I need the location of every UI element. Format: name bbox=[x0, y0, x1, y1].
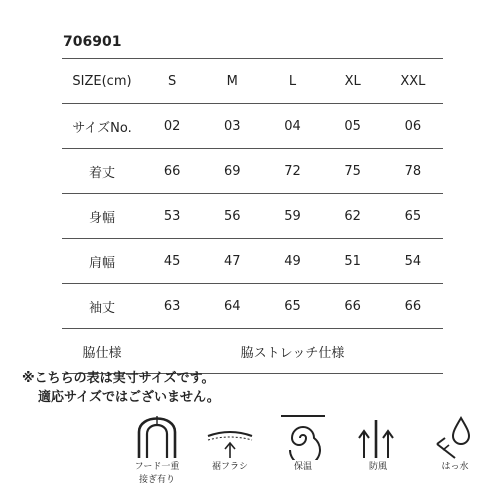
row-label-shoulder: 肩幅 bbox=[88, 255, 115, 271]
table-header-label: SIZE(cm) bbox=[72, 73, 132, 89]
table-cell: 49 bbox=[284, 253, 301, 269]
table-cell: 04 bbox=[284, 118, 301, 134]
row-label-length: 着丈 bbox=[88, 165, 115, 181]
table-cell: 66 bbox=[404, 298, 422, 314]
table-cell: 54 bbox=[404, 253, 422, 269]
table-cell: 03 bbox=[224, 118, 241, 134]
table-row bbox=[62, 194, 443, 239]
feature-hood bbox=[117, 410, 197, 486]
row-label-size-no: サイズNo. bbox=[72, 120, 132, 136]
water-repellent-label: はっ水 bbox=[441, 462, 469, 472]
brushed-hem-icon bbox=[200, 410, 260, 460]
feature-windproof bbox=[338, 410, 418, 473]
table-cell: 62 bbox=[344, 208, 361, 224]
row-label-width: 身幅 bbox=[88, 210, 115, 226]
table-cell: 59 bbox=[284, 208, 301, 224]
table-cell: 51 bbox=[344, 253, 361, 269]
hood-icon bbox=[127, 410, 187, 460]
table-cell: 69 bbox=[224, 163, 241, 179]
table-cell: 63 bbox=[163, 298, 181, 314]
table-header-row bbox=[62, 59, 443, 104]
note-not-fit-size: 適応サイズではございません。 bbox=[38, 390, 220, 405]
table-cell: 56 bbox=[224, 208, 241, 224]
note-actual-size: ※こちらの表は実寸サイズです。 bbox=[22, 371, 215, 386]
table-cell: 02 bbox=[163, 118, 181, 134]
table-cell: 66 bbox=[344, 298, 361, 314]
size-header-xxl: XXL bbox=[400, 73, 426, 89]
feature-brushed-hem bbox=[190, 410, 270, 473]
table-cell: 72 bbox=[284, 163, 301, 179]
windproof-icon bbox=[348, 410, 408, 460]
table-cell: 53 bbox=[163, 208, 181, 224]
feature-warmth bbox=[263, 410, 343, 473]
table-cell: 64 bbox=[224, 298, 241, 314]
row-label-sleeve: 袖丈 bbox=[88, 300, 115, 316]
table-cell: 06 bbox=[404, 118, 422, 134]
hood-label-line2: 接ぎ有り bbox=[138, 475, 175, 485]
table-cell: 05 bbox=[344, 118, 361, 134]
size-header-l: L bbox=[288, 73, 297, 89]
table-cell: 45 bbox=[163, 253, 181, 269]
row-label-side-spec: 脇仕様 bbox=[82, 345, 122, 361]
warmth-label: 保温 bbox=[293, 462, 312, 472]
windproof-label: 防風 bbox=[368, 462, 387, 472]
table-row bbox=[62, 284, 443, 329]
product-code: 706901 bbox=[63, 34, 122, 50]
table-cell: 47 bbox=[224, 253, 241, 269]
size-header-xl: XL bbox=[344, 73, 361, 89]
feature-water-repellent bbox=[415, 410, 495, 473]
side-spec-value: 脇ストレッチ仕様 bbox=[240, 345, 345, 361]
table-cell: 78 bbox=[404, 163, 422, 179]
table-cell: 75 bbox=[344, 163, 361, 179]
table-row bbox=[62, 104, 443, 149]
size-table bbox=[62, 58, 443, 374]
table-row bbox=[62, 239, 443, 284]
table-cell: 65 bbox=[404, 208, 422, 224]
brushed-hem-label: 裾フラシ bbox=[211, 462, 248, 472]
table-cell: 66 bbox=[163, 163, 181, 179]
water-repellent-icon bbox=[425, 410, 485, 460]
size-header-s: S bbox=[167, 73, 177, 89]
feature-icons bbox=[0, 410, 500, 500]
table-cell: 65 bbox=[284, 298, 301, 314]
size-header-m: M bbox=[226, 73, 238, 89]
table-row bbox=[62, 149, 443, 194]
hood-label-line1: フード一重 bbox=[134, 462, 180, 472]
warmth-icon bbox=[273, 410, 333, 460]
